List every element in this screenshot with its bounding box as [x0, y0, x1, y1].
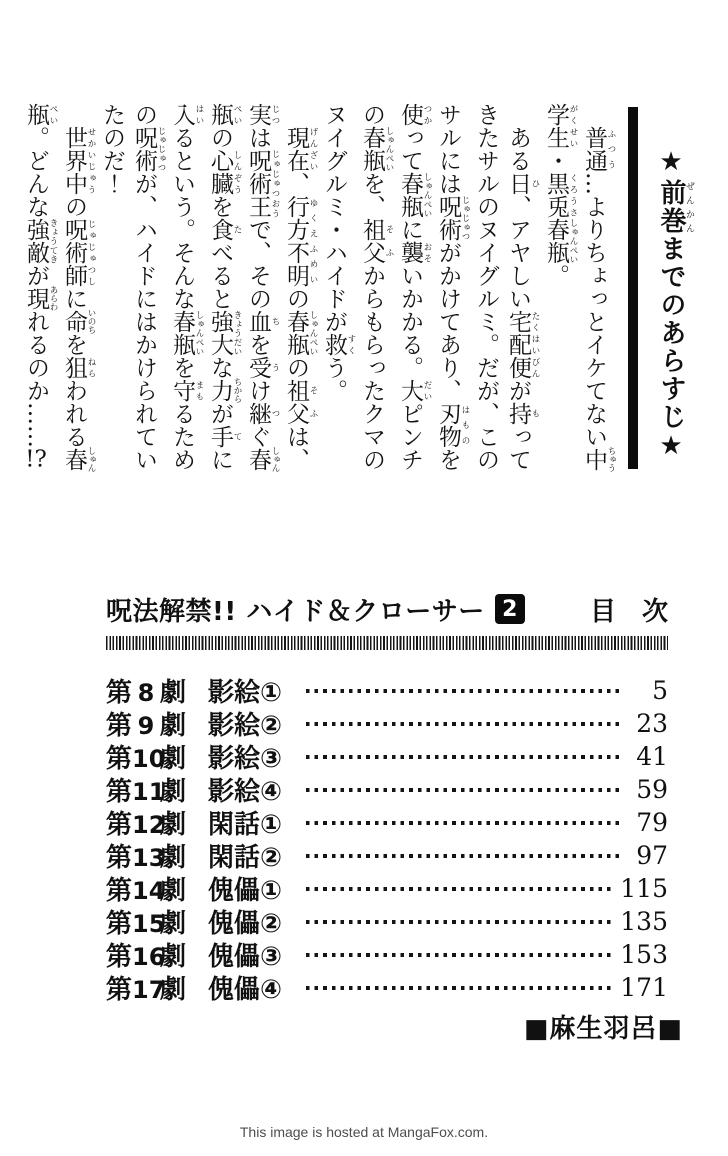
synopsis-column: ヌイグルミ・ハイドが救 すくう。 [321, 103, 356, 402]
author-credit: ■麻生羽呂■ [523, 1014, 683, 1044]
synopsis-column: 使 つかって春瓶 しゅんぺいに襲 おそいかかる。大 だいピンチ [397, 103, 432, 471]
page-number: 115 [620, 874, 668, 903]
synopsis-column: 世界中 せかいじゅうの呪術師 じゅじゅつしに命 いのちを狙 ねらわれる春 しゅん [61, 126, 96, 473]
page-number: 171 [620, 973, 668, 1002]
toc-entry [106, 806, 668, 839]
synopsis-column: 現在 げんざい、行方不明 ゆくえふめいの春瓶 しゅんぺいの祖父 そふは、 [283, 126, 318, 471]
chapter-label: 第 9 劇 [106, 711, 187, 741]
synopsis-column: の春瓶 しゅんぺいを、祖父 そふからもらったクマの [359, 103, 394, 471]
page-number: 5 [652, 676, 668, 705]
dot-leader [306, 689, 620, 693]
synopsis-column: 瓶 ぺいの心臓 しんぞうを食 たべると強大 きょうだいな力 ちからが手 てに [207, 103, 242, 471]
toc-entry [106, 707, 668, 740]
page-number: 97 [636, 841, 668, 870]
synopsis-column: サルには呪術 じゅじゅつがかけてあり、刃物 はものを [435, 103, 470, 471]
synopsis-heading: ★前巻ぜんかんまでのあらすじ★ [656, 147, 694, 463]
toc-entry [106, 839, 668, 872]
synopsis-section [20, 103, 694, 485]
chapter-label: 第11劇 [106, 777, 187, 807]
chapter-label: 第 8 劇 [106, 678, 187, 708]
page-number: 59 [636, 775, 668, 804]
page-number: 23 [636, 709, 668, 738]
chapter-title: 閑話① [208, 810, 283, 840]
toc-entry [106, 938, 668, 971]
dot-leader [306, 788, 620, 792]
synopsis-text [20, 103, 616, 481]
chapter-title: 影絵② [208, 711, 283, 741]
synopsis-column: 瓶 ぺい。どんな強敵 きょうてきが現 あらわれるのか……!? [23, 103, 58, 471]
chapter-title: 傀儡④ [208, 975, 283, 1005]
chapter-list [106, 674, 668, 1004]
synopsis-column: 普通 ふつう…よりちょっとイケてない中 ちゅう [581, 126, 616, 473]
chapter-title: 傀儡② [208, 909, 283, 939]
chapter-title: 影絵③ [208, 744, 283, 774]
chapter-label: 第16劇 [106, 942, 187, 972]
chapter-title: 傀儡③ [208, 942, 283, 972]
chapter-title: 影絵① [208, 678, 283, 708]
vertical-divider-bar [628, 107, 638, 469]
chapter-label: 第14劇 [106, 876, 187, 906]
chapter-title: 閑話② [208, 843, 283, 873]
synopsis-column: 実 じつは呪術王 じゅじゅつおうで、その血 ちを受 うけ継 つぐ春 しゅん [245, 103, 280, 473]
chapter-title: 影絵④ [208, 777, 283, 807]
striped-divider [106, 636, 668, 650]
synopsis-column: 学生 がくせい・黒兎 くろうさ春瓶 しゅんぺい。 [543, 103, 578, 287]
toc-entry [106, 905, 668, 938]
chapter-label: 第17劇 [106, 975, 187, 1005]
volume-badge: 2 [495, 594, 525, 624]
chapter-label: 第15劇 [106, 909, 187, 939]
hosting-notice: This image is hosted at MangaFox.com. [239, 1124, 489, 1140]
page-number: 153 [620, 940, 668, 969]
synopsis-column: たのだ！ [99, 103, 125, 195]
index-label: 目 次 [589, 596, 668, 627]
dot-leader [306, 821, 620, 825]
dot-leader [306, 986, 614, 990]
toc-entry [106, 872, 668, 905]
toc-entry [106, 674, 668, 707]
toc-header-row [106, 592, 668, 626]
table-of-contents [106, 592, 668, 1004]
dot-leader [306, 920, 614, 924]
dot-leader [306, 755, 620, 759]
dot-leader [306, 887, 614, 891]
synopsis-column: きたサルのヌイグルミ。だが、この [473, 103, 499, 471]
chapter-label: 第10劇 [106, 744, 187, 774]
toc-entry [106, 971, 668, 1004]
page-number: 135 [620, 907, 668, 936]
page-number: 41 [636, 742, 668, 771]
toc-entry [106, 773, 668, 806]
dot-leader [306, 722, 620, 726]
chapter-label: 第13劇 [106, 843, 187, 873]
dot-leader [306, 854, 620, 858]
chapter-title: 傀儡① [208, 876, 283, 906]
series-title: 呪法解禁!! ハイド＆クローサー [106, 596, 485, 627]
chapter-label: 第12劇 [106, 810, 187, 840]
synopsis-column: の呪術 じゅじゅつが、ハイドにはかけられてい [131, 103, 166, 471]
dot-leader [306, 953, 614, 957]
synopsis-column: ある日 ひ、アヤしい宅配便 たくはいびんが持 もって [505, 126, 540, 471]
synopsis-column: 入 はいるという。そんな春瓶 しゅんぺいを守 まもるため [169, 103, 204, 471]
toc-entry [106, 740, 668, 773]
page-number: 79 [636, 808, 668, 837]
